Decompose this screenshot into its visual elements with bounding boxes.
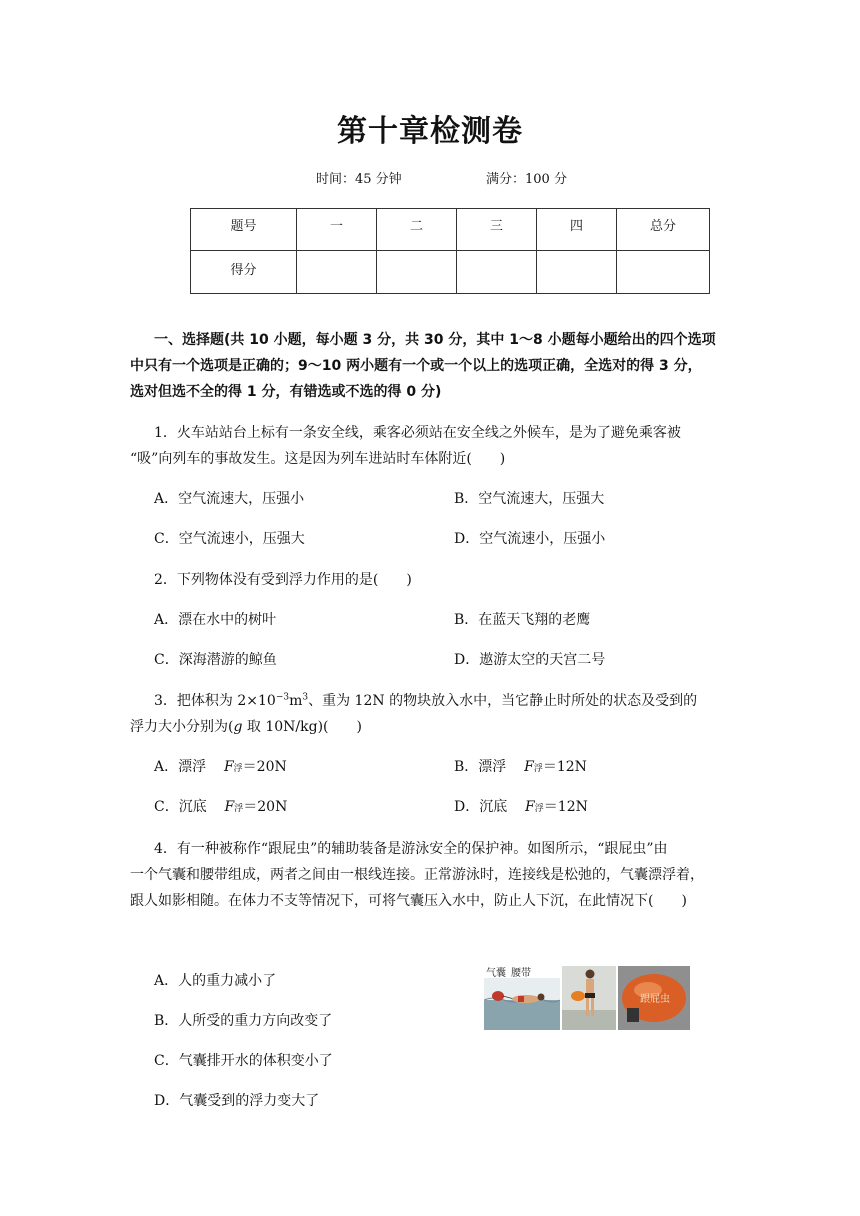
score-header-cell: 一	[297, 209, 377, 251]
q4-option-a[interactable]: A．人的重力减小了	[154, 973, 277, 989]
balloon-label: 气囊	[486, 968, 506, 979]
q3-option-a[interactable]: A．漂浮 F浮＝20N	[154, 759, 287, 775]
q1-option-d[interactable]: D．空气流速小，压强小	[454, 531, 606, 547]
q2-stem: 2．下列物体没有受到浮力作用的是( )	[154, 572, 412, 588]
score-input-cell[interactable]	[297, 251, 377, 294]
score-header-cell: 三	[457, 209, 537, 251]
score-row-label: 得分	[191, 251, 297, 294]
q2-option-a[interactable]: A．漂在水中的树叶	[154, 612, 277, 628]
q1-stem: 1．火车站站台上标有一条安全线，乘客必须站在安全线之外候车，是为了避免乘客被	[154, 425, 681, 441]
section-heading-cont: 选对但选不全的得 1 分，有错选或不选的得 0 分)	[130, 384, 442, 400]
q1-option-c[interactable]: C．空气流速小，压强大	[154, 531, 305, 547]
score-header-cell: 二	[377, 209, 457, 251]
score-header-cell: 题号	[191, 209, 297, 251]
balloon-shape	[492, 991, 504, 1001]
q3-option-d[interactable]: D．沉底 F浮＝12N	[454, 799, 588, 815]
score-input-cell[interactable]	[377, 251, 457, 294]
exam-time: 时间：45 分钟	[316, 172, 402, 187]
section-heading: 一、选择题(共 10 小题，每小题 3 分，共 30 分，其中 1～8 小题每小题给出的四个选项	[154, 332, 716, 348]
score-header-cell: 四	[537, 209, 617, 251]
q1-option-b[interactable]: B．空气流速大，压强大	[454, 491, 605, 507]
q2-option-c[interactable]: C．深海潜游的鲸鱼	[154, 652, 277, 668]
q4-stem-cont: 一个气囊和腰带组成，两者之间由一根线连接。正常游泳时，连接线是松弛的，气囊漂浮着，	[130, 867, 704, 883]
q3-option-c[interactable]: C．沉底 F浮＝20N	[154, 799, 288, 815]
q1-option-a[interactable]: A．空气流速大，压强小	[154, 491, 305, 507]
page-title: 第十章检测卷	[337, 114, 523, 149]
score-input-cell[interactable]	[617, 251, 710, 294]
q4-option-b[interactable]: B．人所受的重力方向改变了	[154, 1013, 333, 1029]
score-input-cell[interactable]	[457, 251, 537, 294]
q4-option-c[interactable]: C．气囊排开水的体积变小了	[154, 1053, 333, 1069]
q4-stem-cont: 跟人如影相随。在体力不支等情况下，可将气囊压入水中，防止人下沉，在此情况下( )	[130, 893, 687, 909]
score-input-cell[interactable]	[537, 251, 617, 294]
q4-stem: 4．有一种被称作“跟屁虫”的辅助装备是游泳安全的保护神。如图所示，“跟屁虫”由	[154, 841, 668, 857]
score-header-cell: 总分	[617, 209, 710, 251]
q3-stem: 3．把体积为 $2\times 10^{-3}m^3$、重为 12N 的物块放入水中，当它静止时所处的状态及受到的	[154, 692, 698, 709]
q4-option-d[interactable]: D．气囊受到的浮力变大了	[154, 1093, 320, 1109]
float-device-figure	[484, 966, 690, 1030]
full-score: 满分：100 分	[486, 172, 567, 187]
belt-label: 腰带	[511, 968, 531, 979]
q3-option-b[interactable]: B．漂浮 F浮＝12N	[454, 759, 587, 775]
q2-option-b[interactable]: B．在蓝天飞翔的老鹰	[454, 612, 591, 628]
float-brand-label: 跟屁虫	[640, 994, 670, 1005]
q1-stem-cont: “吸”向列车的事故发生。这是因为列车进站时车体附近( )	[130, 451, 506, 467]
score-table	[190, 208, 710, 294]
q3-stem-cont: 浮力大小分别为(g 取 10N/kg)( )	[130, 719, 362, 735]
section-heading-cont: 中只有一个选项是正确的；9～10 两小题有一个或一个以上的选项正确，全选对的得 3 分，	[130, 358, 702, 374]
q2-option-d[interactable]: D．遨游太空的天宫二号	[454, 652, 606, 668]
